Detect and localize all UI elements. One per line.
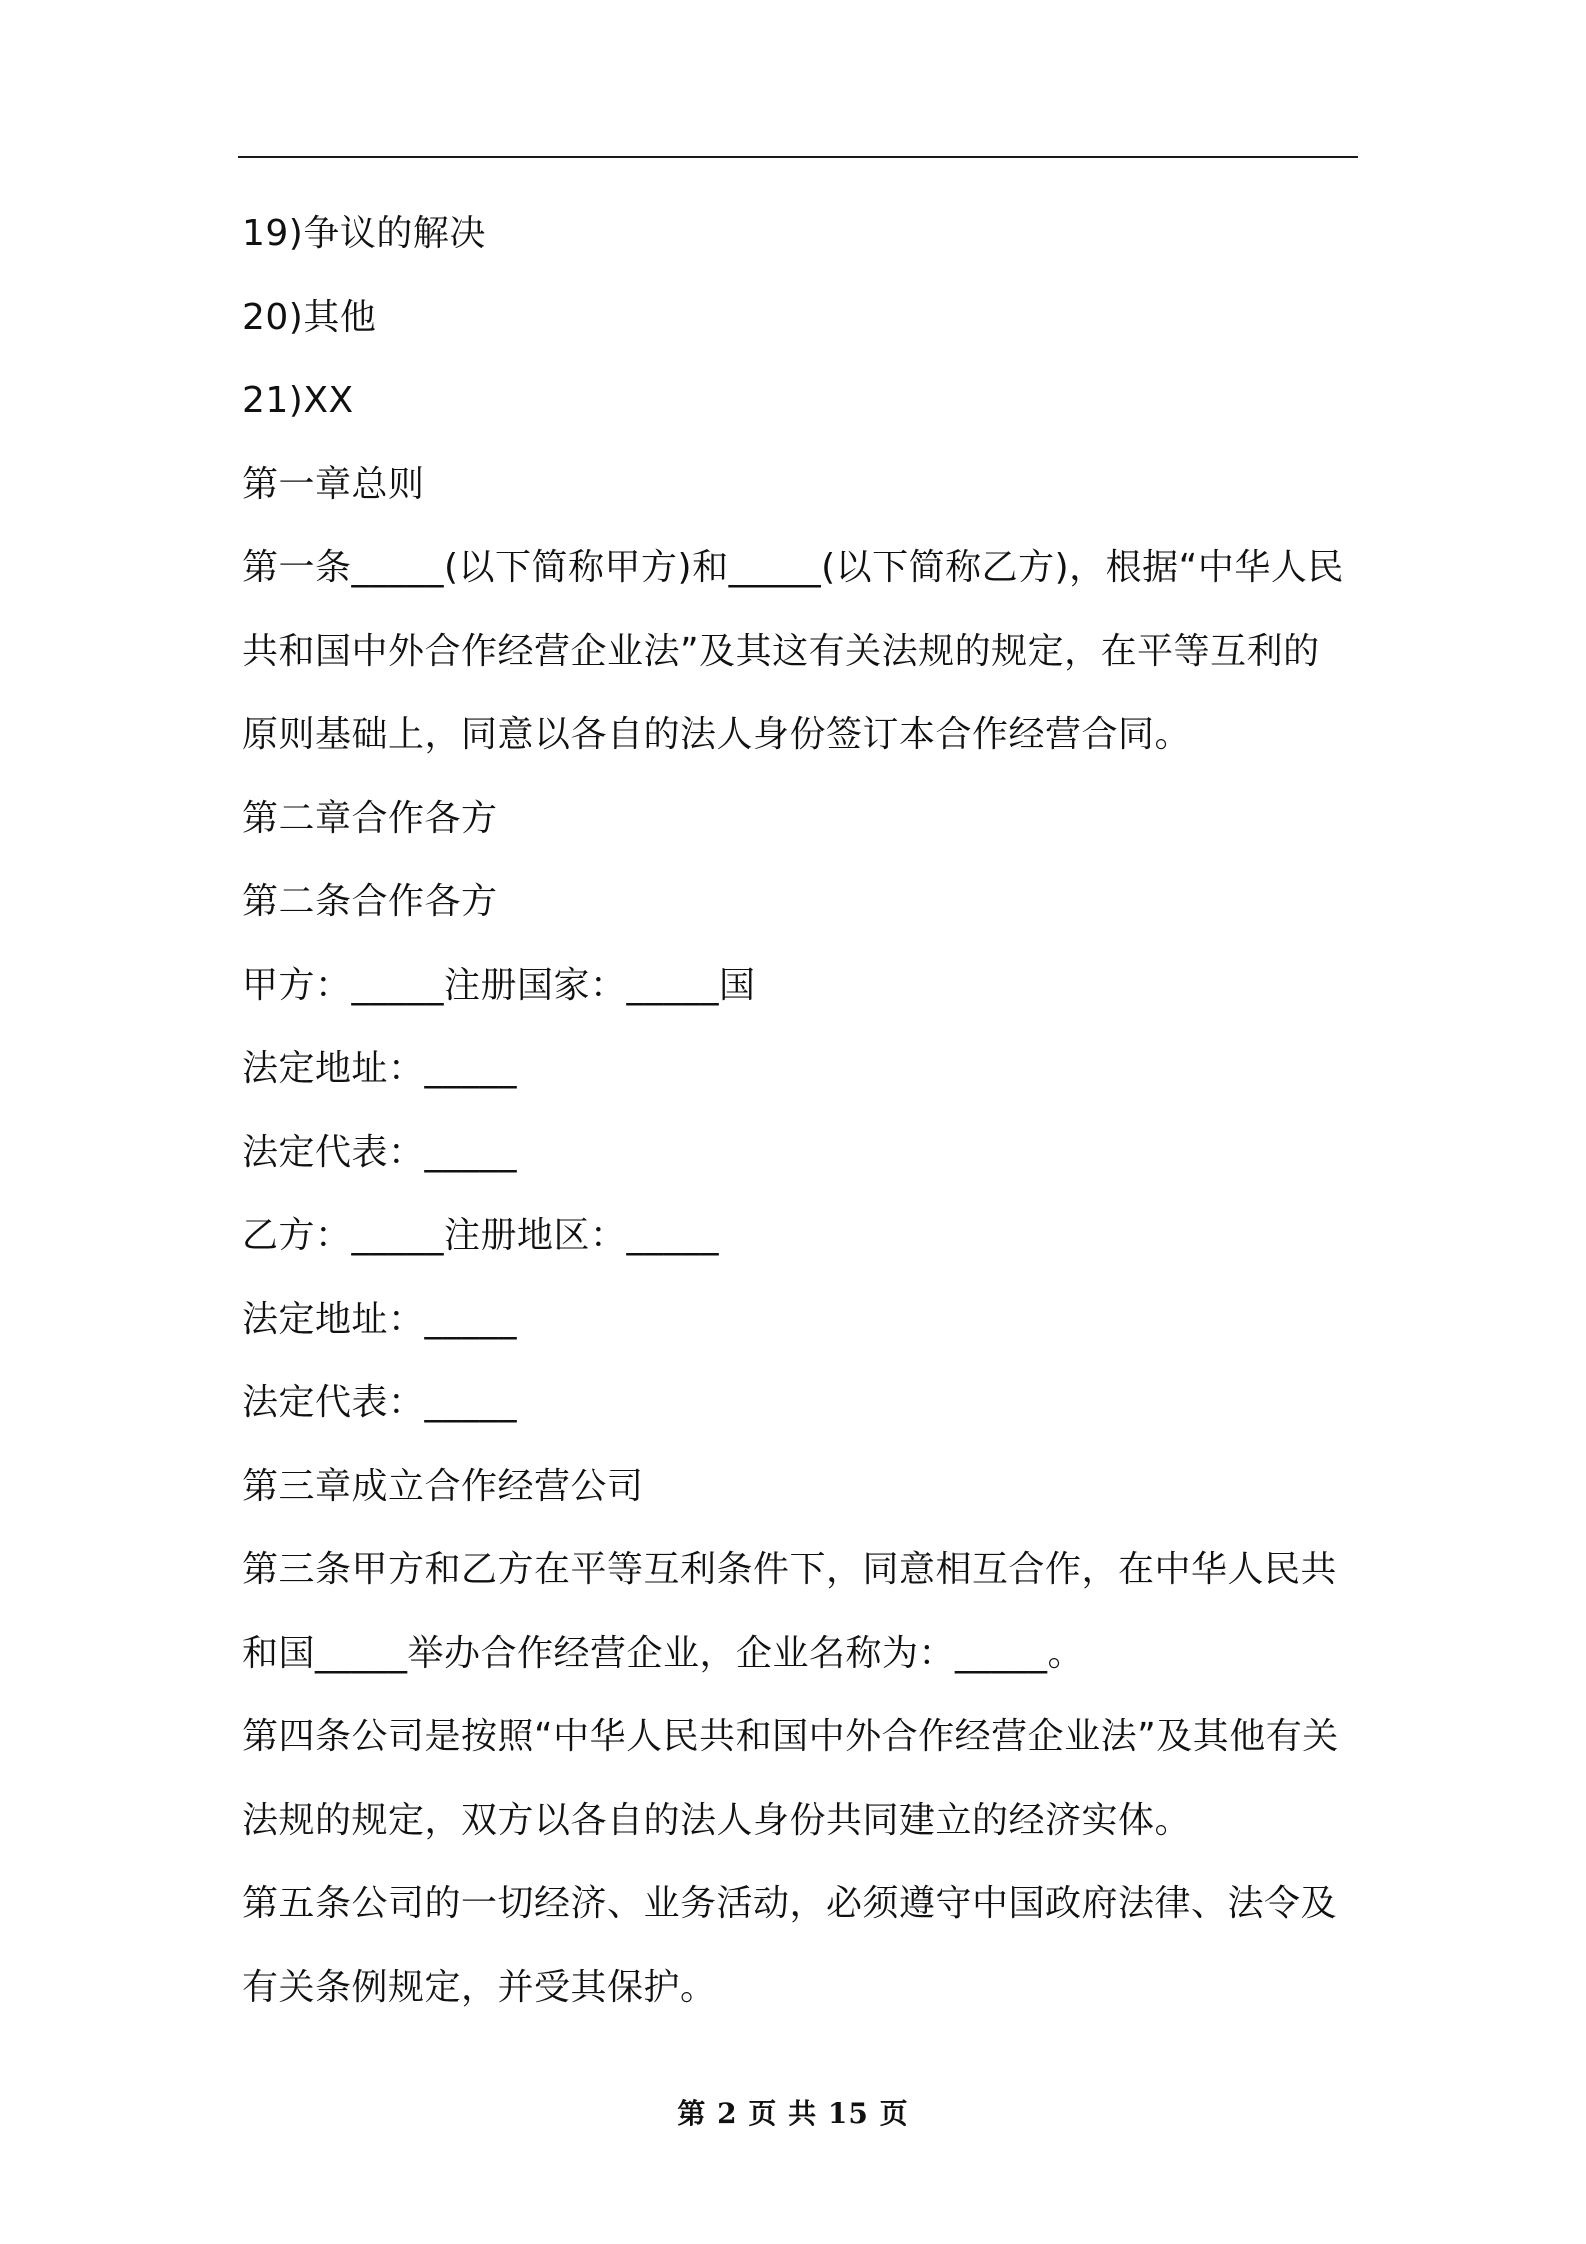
article-3: 第三条甲方和乙方在平等互利条件下，同意相互合作，在中华人民共和国_____举办合作经营企业，企业名称为：_____。 (242, 1549, 1338, 1674)
list-item-other: 20)其他 (242, 296, 377, 338)
party-b-address: 法定地址：_____ (242, 1298, 518, 1340)
chapter-heading-2: 第二章合作各方 (242, 797, 498, 839)
article-2-heading: 第二条合作各方 (242, 881, 498, 922)
chapter-heading-3: 第三章成立合作经营公司 (242, 1465, 644, 1507)
page-number-footer: 第 2 页 共 15 页 (677, 2097, 909, 2130)
party-a-line: 甲方：_____注册国家：_____国 (242, 964, 756, 1006)
article-1: 第一条_____(以下简称甲方)和_____(以下简称乙方)，根据“中华人民共和国中外合作经营企业法”及其这有关法规的规定，在平等互利的原则基础上，同意以各自的法人身份签订本合作经营合同。 (242, 547, 1344, 755)
document-body (242, 192, 1356, 2029)
article-5: 第五条公司的一切经济、业务活动，必须遵守中国政府法律、法令及有关条例规定，并受其保护。 (242, 1883, 1338, 2008)
chapter-heading-1: 第一章总则 (242, 463, 425, 505)
party-a-address: 法定地址：_____ (242, 1048, 518, 1089)
party-a-representative: 法定代表：_____ (242, 1131, 518, 1173)
party-b-line: 乙方：_____注册地区：_____ (242, 1215, 720, 1256)
list-item-dispute-resolution: 19)争议的解决 (242, 213, 486, 254)
article-4: 第四条公司是按照“中华人民共和国中外合作经营企业法”及其他有关法规的规定，双方以各自的法人身份共同建立的经济实体。 (242, 1716, 1339, 1841)
header-rule (238, 156, 1358, 158)
list-item-xx: 21)XX (242, 380, 354, 421)
party-b-representative: 法定代表：_____ (242, 1382, 518, 1423)
